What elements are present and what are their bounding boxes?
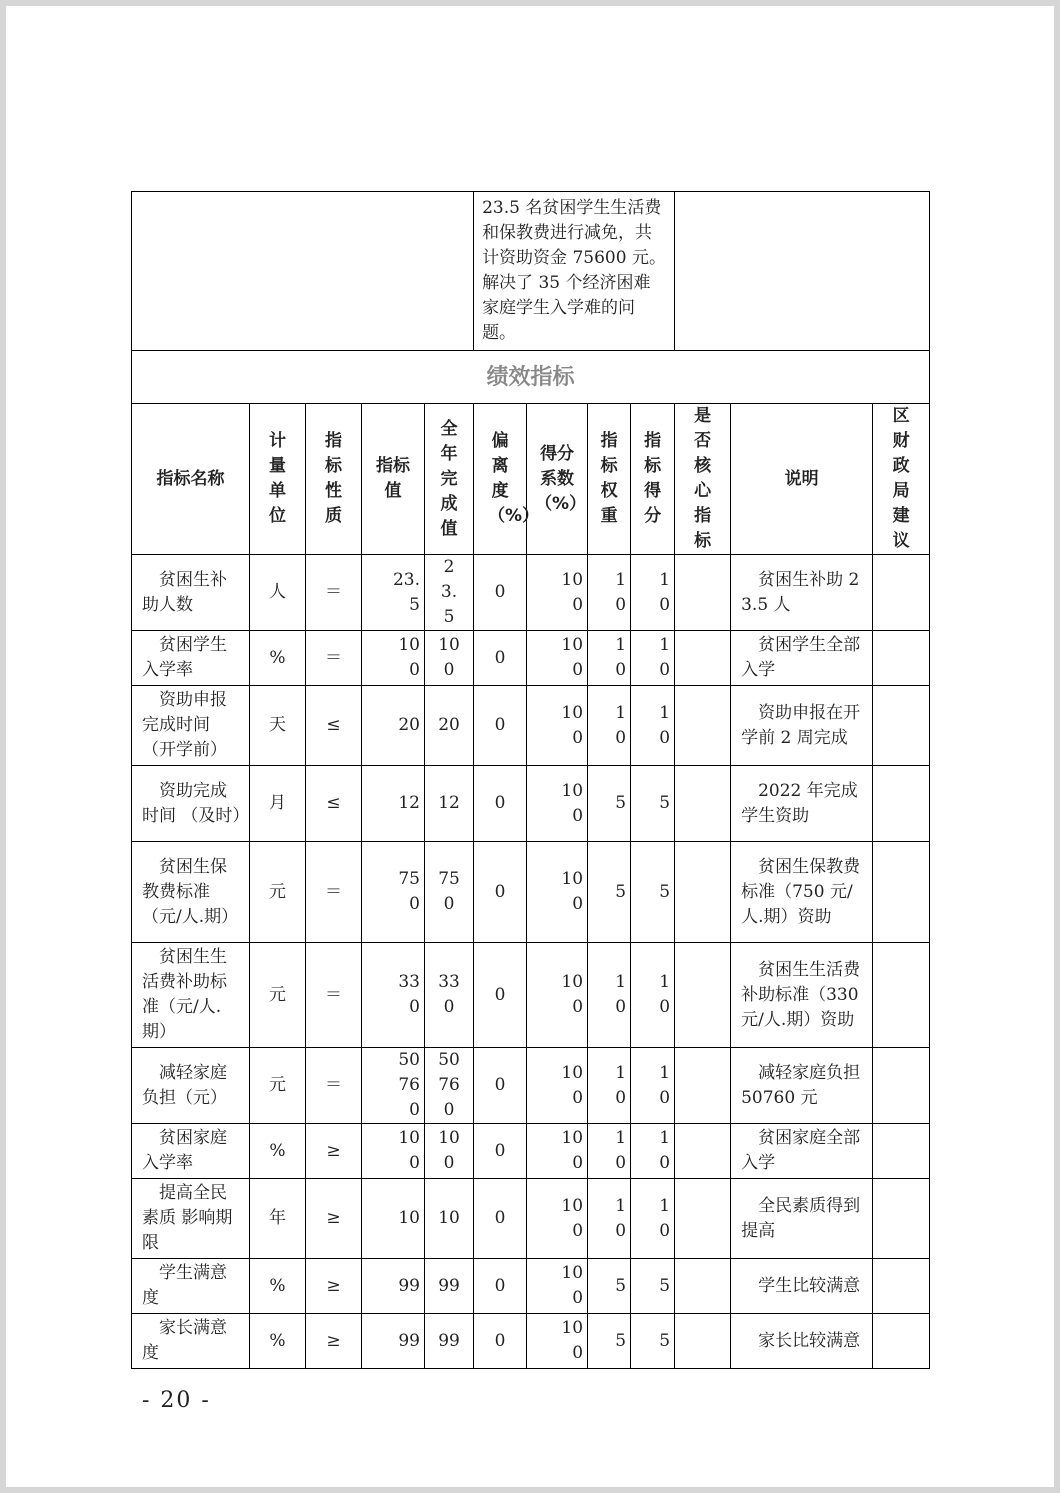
- cell-actual: 330: [425, 943, 474, 1048]
- cell-advice: [873, 686, 930, 766]
- top-row-description: 23.5 名贫困学生生活费和保教费进行减免，共计资助资金 75600 元。解决了 35 个经济困难家庭学生入学难的问题。: [474, 192, 675, 351]
- cell-desc: 减轻家庭负担 50760 元: [731, 1048, 873, 1124]
- performance-table: [131, 191, 930, 1369]
- cell-nature: ＝: [306, 555, 362, 631]
- cell-advice: [873, 943, 930, 1048]
- header-core: 是否核心指标: [675, 404, 731, 555]
- cell-desc: 贫困生补助 23.5 人: [731, 555, 873, 631]
- cell-actual: 20: [425, 686, 474, 766]
- cell-score: 5: [631, 766, 675, 842]
- cell-name: 减轻家庭负担（元）: [132, 1048, 250, 1124]
- cell-desc: 贫困生生活费补助标准（330 元/人.期）资助: [731, 943, 873, 1048]
- cell-actual: 23.5: [425, 555, 474, 631]
- cell-target: 50760: [362, 1048, 425, 1124]
- cell-advice: [873, 631, 930, 686]
- cell-core: [675, 686, 731, 766]
- cell-core: [675, 1124, 731, 1179]
- cell-score: 10: [631, 1179, 675, 1259]
- cell-advice: [873, 555, 930, 631]
- cell-target: 750: [362, 842, 425, 943]
- cell-advice: [873, 1179, 930, 1259]
- header-weight: 指标权重: [588, 404, 631, 555]
- cell-deviation: 0: [474, 943, 527, 1048]
- cell-unit: 年: [250, 1179, 306, 1259]
- cell-desc: 贫困学生全部入学: [731, 631, 873, 686]
- cell-unit: 人: [250, 555, 306, 631]
- table-row: [132, 631, 930, 686]
- cell-target: 100: [362, 1124, 425, 1179]
- cell-desc: 全民素质得到提高: [731, 1179, 873, 1259]
- cell-core: [675, 842, 731, 943]
- table-row: [132, 766, 930, 842]
- cell-core: [675, 1259, 731, 1314]
- cell-name: 家长满意度: [132, 1314, 250, 1369]
- cell-coef: 100: [527, 1048, 588, 1124]
- cell-weight: 10: [588, 1048, 631, 1124]
- cell-target: 99: [362, 1314, 425, 1369]
- cell-name: 贫困生生活费补助标准（元/人.期）: [132, 943, 250, 1048]
- cell-weight: 10: [588, 686, 631, 766]
- table-row: [132, 842, 930, 943]
- cell-core: [675, 631, 731, 686]
- cell-actual: 100: [425, 1124, 474, 1179]
- top-row-right-cell: [675, 192, 930, 351]
- cell-coef: 100: [527, 842, 588, 943]
- cell-score: 5: [631, 1259, 675, 1314]
- cell-actual: 12: [425, 766, 474, 842]
- cell-deviation: 0: [474, 631, 527, 686]
- cell-desc: 家长比较满意: [731, 1314, 873, 1369]
- cell-advice: [873, 1124, 930, 1179]
- cell-coef: 100: [527, 943, 588, 1048]
- cell-nature: ＝: [306, 1048, 362, 1124]
- cell-nature: ≥: [306, 1259, 362, 1314]
- cell-desc: 贫困家庭全部入学: [731, 1124, 873, 1179]
- cell-weight: 5: [588, 766, 631, 842]
- cell-desc: 贫困生保教费标准（750 元/人.期）资助: [731, 842, 873, 943]
- cell-core: [675, 766, 731, 842]
- cell-coef: 100: [527, 555, 588, 631]
- table-row: [132, 555, 930, 631]
- header-advice: 区财政局建议: [873, 404, 930, 555]
- cell-score: 10: [631, 555, 675, 631]
- cell-nature: ≤: [306, 686, 362, 766]
- cell-score: 10: [631, 686, 675, 766]
- cell-deviation: 0: [474, 766, 527, 842]
- cell-actual: 10: [425, 1179, 474, 1259]
- cell-coef: 100: [527, 1179, 588, 1259]
- table-row: [132, 1124, 930, 1179]
- document-page: [6, 6, 1054, 1487]
- header-coef: 得分系数（%）: [527, 404, 588, 555]
- table-body: [132, 555, 930, 1369]
- cell-unit: %: [250, 1259, 306, 1314]
- cell-actual: 99: [425, 1259, 474, 1314]
- cell-target: 330: [362, 943, 425, 1048]
- cell-name: 学生满意度: [132, 1259, 250, 1314]
- cell-actual: 100: [425, 631, 474, 686]
- cell-deviation: 0: [474, 555, 527, 631]
- cell-core: [675, 555, 731, 631]
- header-unit: 计量单位: [250, 404, 306, 555]
- cell-unit: %: [250, 1314, 306, 1369]
- table-row: [132, 943, 930, 1048]
- cell-unit: 元: [250, 842, 306, 943]
- cell-name: 贫困生保教费标准（元/人.期）: [132, 842, 250, 943]
- cell-deviation: 0: [474, 686, 527, 766]
- cell-weight: 5: [588, 842, 631, 943]
- top-row-left-cell: [132, 192, 474, 351]
- cell-advice: [873, 766, 930, 842]
- cell-weight: 10: [588, 555, 631, 631]
- cell-deviation: 0: [474, 1314, 527, 1369]
- cell-weight: 10: [588, 631, 631, 686]
- cell-name: 贫困生补助人数: [132, 555, 250, 631]
- cell-deviation: 0: [474, 1124, 527, 1179]
- cell-coef: 100: [527, 686, 588, 766]
- cell-core: [675, 1179, 731, 1259]
- cell-deviation: 0: [474, 1048, 527, 1124]
- cell-nature: ≤: [306, 766, 362, 842]
- cell-target: 100: [362, 631, 425, 686]
- cell-unit: 元: [250, 943, 306, 1048]
- cell-nature: ≥: [306, 1314, 362, 1369]
- header-deviation: 偏离度（%）: [474, 404, 527, 555]
- cell-score: 10: [631, 943, 675, 1048]
- cell-score: 10: [631, 1124, 675, 1179]
- cell-weight: 5: [588, 1259, 631, 1314]
- cell-name: 贫困学生入学率: [132, 631, 250, 686]
- page-number: - 20 -: [142, 1388, 211, 1413]
- cell-name: 贫困家庭入学率: [132, 1124, 250, 1179]
- cell-score: 10: [631, 631, 675, 686]
- cell-deviation: 0: [474, 842, 527, 943]
- cell-name: 资助完成时间 （及时）: [132, 766, 250, 842]
- cell-unit: 月: [250, 766, 306, 842]
- header-actual: 全年完成值: [425, 404, 474, 555]
- cell-actual: 99: [425, 1314, 474, 1369]
- cell-score: 5: [631, 842, 675, 943]
- cell-unit: %: [250, 1124, 306, 1179]
- cell-nature: ＝: [306, 842, 362, 943]
- cell-deviation: 0: [474, 1259, 527, 1314]
- cell-target: 20: [362, 686, 425, 766]
- cell-nature: ≥: [306, 1124, 362, 1179]
- cell-target: 10: [362, 1179, 425, 1259]
- cell-target: 12: [362, 766, 425, 842]
- table-row: [132, 1179, 930, 1259]
- cell-nature: ＝: [306, 943, 362, 1048]
- cell-nature: ＝: [306, 631, 362, 686]
- cell-unit: %: [250, 631, 306, 686]
- cell-coef: 100: [527, 766, 588, 842]
- header-name: 指标名称: [132, 404, 250, 555]
- cell-weight: 10: [588, 943, 631, 1048]
- cell-core: [675, 1048, 731, 1124]
- header-nature: 指标性质: [306, 404, 362, 555]
- cell-weight: 5: [588, 1314, 631, 1369]
- section-title: 绩效指标: [132, 351, 930, 404]
- cell-unit: 天: [250, 686, 306, 766]
- cell-nature: ≥: [306, 1179, 362, 1259]
- cell-score: 5: [631, 1314, 675, 1369]
- cell-name: 资助申报完成时间（开学前）: [132, 686, 250, 766]
- cell-target: 99: [362, 1259, 425, 1314]
- table-row: [132, 1259, 930, 1314]
- cell-desc: 学生比较满意: [731, 1259, 873, 1314]
- top-row: [132, 192, 930, 351]
- cell-advice: [873, 1259, 930, 1314]
- cell-advice: [873, 1048, 930, 1124]
- cell-target: 23.5: [362, 555, 425, 631]
- cell-coef: 100: [527, 1314, 588, 1369]
- cell-name: 提高全民素质 影响期限: [132, 1179, 250, 1259]
- cell-weight: 10: [588, 1124, 631, 1179]
- cell-actual: 750: [425, 842, 474, 943]
- cell-unit: 元: [250, 1048, 306, 1124]
- cell-core: [675, 943, 731, 1048]
- cell-advice: [873, 842, 930, 943]
- header-target: 指标值: [362, 404, 425, 555]
- cell-score: 10: [631, 1048, 675, 1124]
- table-row: [132, 1048, 930, 1124]
- cell-core: [675, 1314, 731, 1369]
- cell-coef: 100: [527, 1259, 588, 1314]
- header-desc: 说明: [731, 404, 873, 555]
- table-row: [132, 686, 930, 766]
- header-row: [132, 404, 930, 555]
- cell-coef: 100: [527, 631, 588, 686]
- header-score: 指标得分: [631, 404, 675, 555]
- cell-desc: 资助申报在开学前 2 周完成: [731, 686, 873, 766]
- cell-deviation: 0: [474, 1179, 527, 1259]
- cell-advice: [873, 1314, 930, 1369]
- cell-actual: 50760: [425, 1048, 474, 1124]
- cell-weight: 10: [588, 1179, 631, 1259]
- cell-coef: 100: [527, 1124, 588, 1179]
- table-row: [132, 1314, 930, 1369]
- cell-desc: 2022 年完成学生资助: [731, 766, 873, 842]
